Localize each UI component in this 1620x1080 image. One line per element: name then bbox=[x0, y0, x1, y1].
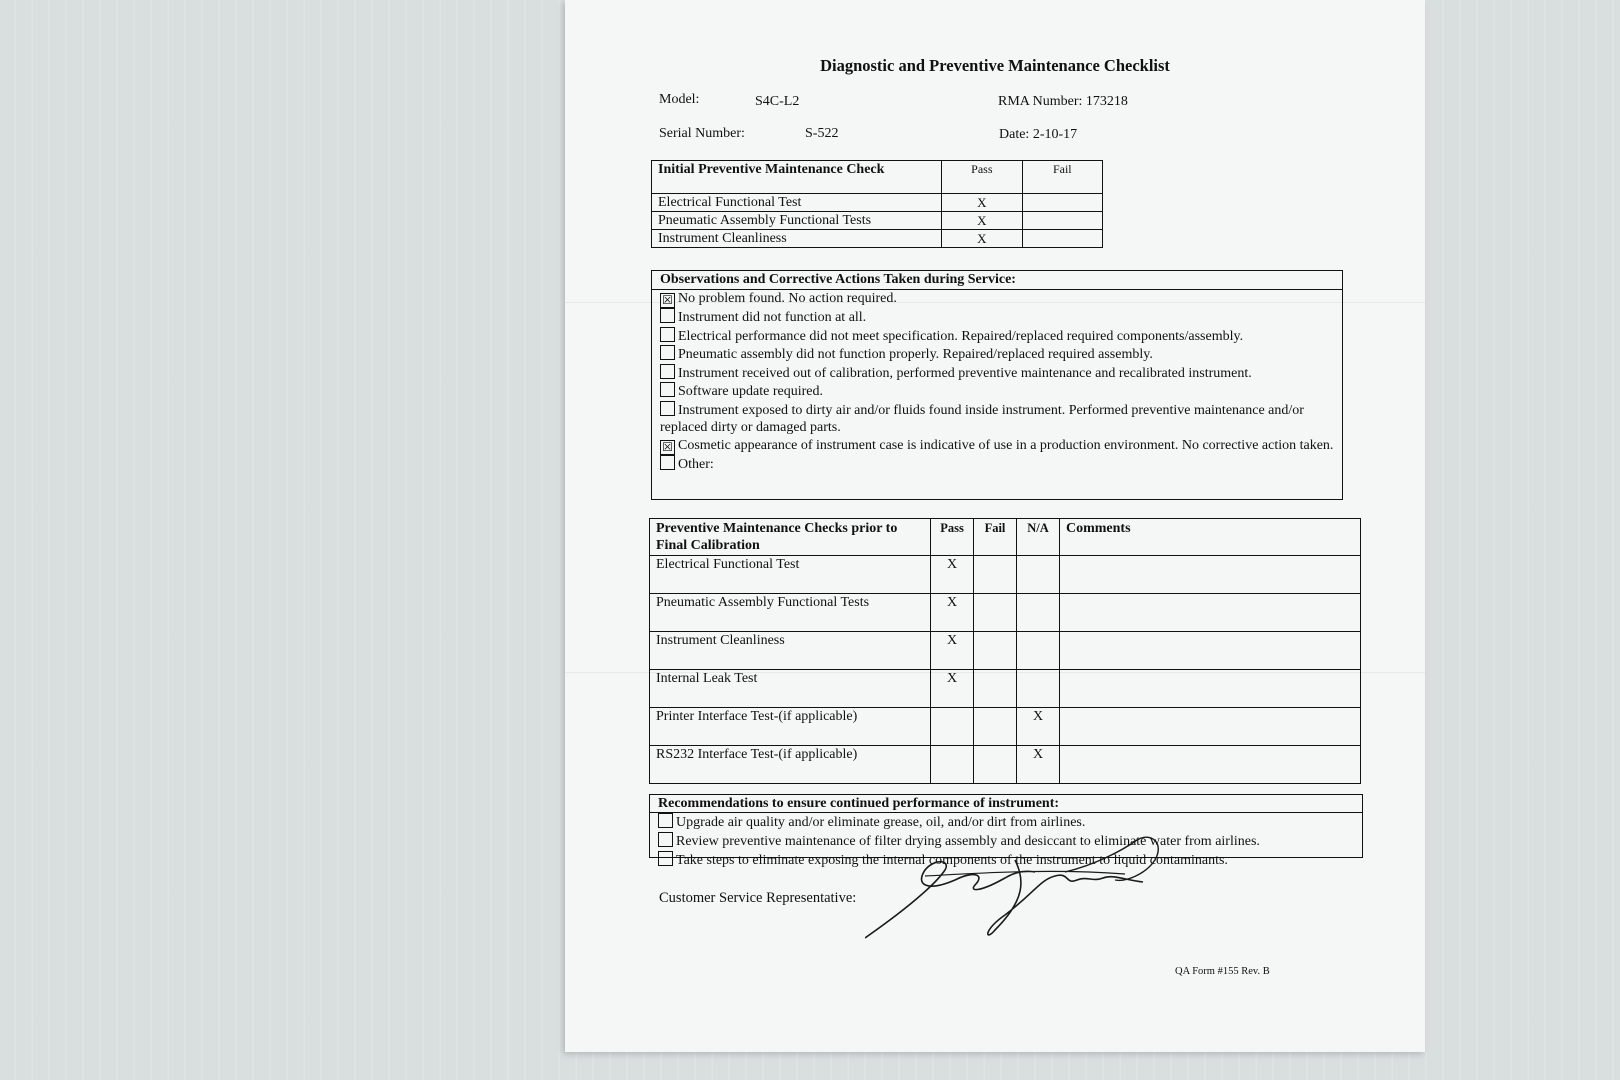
row-label: Electrical Functional Test bbox=[650, 556, 931, 594]
na-mark bbox=[1017, 632, 1060, 670]
fail-mark bbox=[974, 746, 1017, 784]
fail-header: Fail bbox=[974, 519, 1017, 556]
comments-header: Comments bbox=[1060, 519, 1361, 556]
table-row bbox=[650, 594, 1361, 632]
list-item bbox=[652, 364, 1342, 383]
row-label: Pneumatic Assembly Functional Tests bbox=[650, 594, 931, 632]
list-item bbox=[652, 345, 1342, 364]
checkbox[interactable] bbox=[660, 327, 675, 342]
na-mark: X bbox=[1017, 746, 1060, 784]
table-row bbox=[652, 194, 1103, 212]
pass-mark: X bbox=[931, 594, 974, 632]
checkbox[interactable] bbox=[660, 401, 675, 416]
row-label: Internal Leak Test bbox=[650, 670, 931, 708]
observations-box bbox=[651, 270, 1343, 500]
row-label: Instrument Cleanliness bbox=[650, 632, 931, 670]
checkbox[interactable] bbox=[660, 308, 675, 323]
item-text: Review preventive maintenance of filter drying assembly and desiccant to eliminate water from airlines. bbox=[676, 834, 1260, 849]
fail-mark bbox=[974, 670, 1017, 708]
list-item bbox=[652, 455, 1342, 474]
serial-label: Serial Number: bbox=[659, 126, 745, 141]
na-mark: X bbox=[1017, 708, 1060, 746]
checklist-sheet bbox=[565, 0, 1425, 1052]
checkbox[interactable] bbox=[660, 364, 675, 379]
list-item bbox=[652, 290, 1342, 308]
comments-cell[interactable] bbox=[1060, 670, 1361, 708]
date-field bbox=[999, 127, 1077, 143]
fail-mark bbox=[974, 708, 1017, 746]
checkbox[interactable]: ☒ bbox=[660, 293, 675, 308]
list-item bbox=[652, 437, 1342, 455]
comments-cell[interactable] bbox=[1060, 708, 1361, 746]
table-row bbox=[652, 212, 1103, 230]
list-item bbox=[652, 308, 1342, 327]
initial-check-table bbox=[651, 160, 1103, 248]
pass-mark: X bbox=[931, 670, 974, 708]
list-item bbox=[652, 327, 1342, 346]
checkbox[interactable] bbox=[660, 455, 675, 470]
item-text: Electrical performance did not meet specification. Repaired/replaced required components/assembly. bbox=[678, 328, 1244, 344]
pass-mark: X bbox=[931, 632, 974, 670]
item-text: Take steps to eliminate exposing the internal components of the instrument to liquid contaminants. bbox=[676, 853, 1228, 868]
pass-header: Pass bbox=[931, 519, 974, 556]
item-text: Upgrade air quality and/or eliminate grease, oil, and/or dirt from airlines. bbox=[676, 815, 1086, 830]
comments-cell[interactable] bbox=[1060, 632, 1361, 670]
row-label: RS232 Interface Test-(if applicable) bbox=[650, 746, 931, 784]
item-text: Instrument exposed to dirty air and/or fluids found inside instrument. Performed preventive maintenance and/or replaced dirty or damaged parts. bbox=[660, 402, 1304, 435]
row-label: Printer Interface Test-(if applicable) bbox=[650, 708, 931, 746]
model-label: Model: bbox=[659, 92, 700, 107]
form-footer: QA Form #155 Rev. B bbox=[1175, 966, 1270, 977]
table-row bbox=[650, 708, 1361, 746]
na-mark bbox=[1017, 594, 1060, 632]
item-text: Cosmetic appearance of instrument case is indicative of use in a production environment. No corrective action taken. bbox=[678, 437, 1334, 453]
item-text: Instrument did not function at all. bbox=[678, 310, 867, 325]
date-label: Date: bbox=[999, 127, 1030, 142]
pass-header: Pass bbox=[942, 161, 1022, 194]
table-row bbox=[652, 230, 1103, 248]
comments-cell[interactable] bbox=[1060, 746, 1361, 784]
table-row bbox=[650, 670, 1361, 708]
checkbox[interactable]: ☒ bbox=[660, 440, 675, 455]
pass-mark: X bbox=[942, 194, 1022, 212]
csr-label: Customer Service Representative: bbox=[659, 890, 857, 906]
comments-cell[interactable] bbox=[1060, 556, 1361, 594]
checkbox[interactable] bbox=[658, 851, 673, 866]
table-row bbox=[650, 746, 1361, 784]
pass-mark: X bbox=[942, 230, 1022, 248]
row-label: Pneumatic Assembly Functional Tests bbox=[652, 212, 942, 230]
final-checks-heading: Preventive Maintenance Checks prior to Final Calibration bbox=[650, 519, 931, 556]
item-text: Software update required. bbox=[678, 384, 823, 399]
date-value: 2-10-17 bbox=[1032, 127, 1078, 142]
comments-cell[interactable] bbox=[1060, 594, 1361, 632]
list-item bbox=[652, 382, 1342, 401]
model-value: S4C-L2 bbox=[755, 94, 800, 109]
rma-label: RMA Number: bbox=[998, 94, 1083, 109]
na-header: N/A bbox=[1017, 519, 1060, 556]
row-label: Electrical Functional Test bbox=[652, 194, 942, 212]
final-checks-table bbox=[649, 518, 1361, 784]
item-text: Pneumatic assembly did not function properly. Repaired/replaced required assembly. bbox=[678, 347, 1153, 362]
checkbox[interactable] bbox=[658, 832, 673, 847]
fail-mark bbox=[974, 556, 1017, 594]
fail-mark bbox=[1022, 194, 1102, 212]
checkbox[interactable] bbox=[660, 382, 675, 397]
fail-mark bbox=[1022, 212, 1102, 230]
page-title: Diagnostic and Preventive Maintenance Checklist bbox=[820, 56, 1170, 75]
pass-mark: X bbox=[931, 556, 974, 594]
list-item bbox=[652, 401, 1342, 437]
fail-mark bbox=[974, 594, 1017, 632]
checkbox[interactable] bbox=[658, 813, 673, 828]
pass-mark: X bbox=[942, 212, 1022, 230]
row-label: Instrument Cleanliness bbox=[652, 230, 942, 248]
na-mark bbox=[1017, 556, 1060, 594]
fail-header: Fail bbox=[1022, 161, 1102, 194]
fail-mark bbox=[1022, 230, 1102, 248]
checkbox[interactable] bbox=[660, 345, 675, 360]
pass-mark bbox=[931, 708, 974, 746]
rma-value: 173218 bbox=[1085, 94, 1128, 109]
rma-field bbox=[998, 94, 1128, 110]
recommendations-heading: Recommendations to ensure continued performance of instrument: bbox=[650, 795, 1362, 813]
pass-mark bbox=[931, 746, 974, 784]
fail-mark bbox=[974, 632, 1017, 670]
serial-value: S-522 bbox=[805, 126, 839, 141]
observations-heading: Observations and Corrective Actions Taken during Service: bbox=[652, 271, 1342, 290]
item-text: No problem found. No action required. bbox=[678, 291, 897, 306]
item-text: Instrument received out of calibration, performed preventive maintenance and recalibrated instrument. bbox=[678, 365, 1252, 381]
handwritten-signature bbox=[865, 830, 1165, 950]
na-mark bbox=[1017, 670, 1060, 708]
table-row bbox=[650, 556, 1361, 594]
initial-check-heading: Initial Preventive Maintenance Check bbox=[652, 161, 942, 194]
item-text: Other: bbox=[678, 456, 714, 472]
table-row bbox=[650, 632, 1361, 670]
